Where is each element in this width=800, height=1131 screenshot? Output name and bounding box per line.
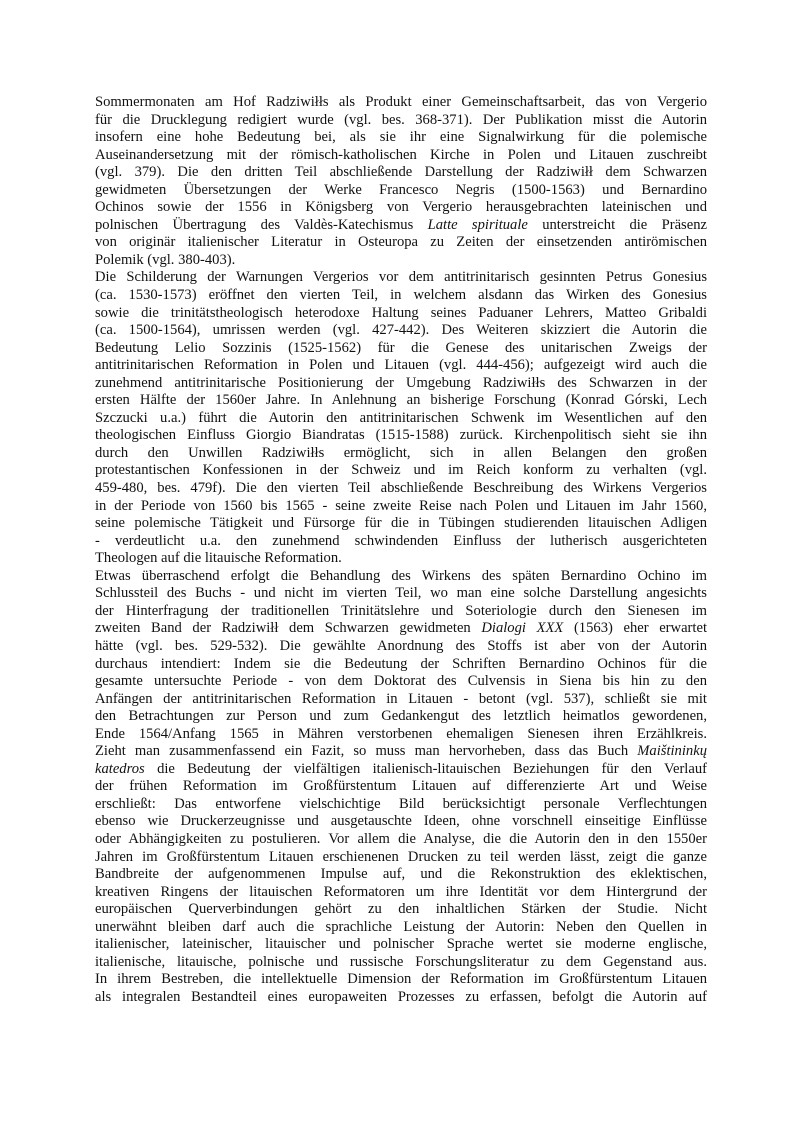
text-line bbox=[95, 638, 707, 656]
text-segment: der frühen Reformation im Großfürstentum Litauen auf differenzierte Art und Weise bbox=[95, 778, 707, 795]
text-segment: hätte (vgl. bes. 529-532). Die gewählte Anordnung des Stoffs ist aber von der Autorin bbox=[95, 637, 707, 654]
text-segment: unerwähnt bleiben darf auch die sprachliche Leistung der Autorin: Neben den Quellen in bbox=[95, 918, 707, 935]
text-segment: sowie die trinitätstheologisch heterodoxe Haltung seines Paduaner Lehrers, Matteo Gribaldi bbox=[95, 304, 707, 321]
text-segment: als integralen Bestandteil eines europaweiten Prozesses zu erfassen, befolgt die Autorin auf bbox=[95, 988, 707, 1005]
text-line bbox=[95, 796, 707, 814]
text-segment: Schlussteil des Buchs - und nicht im vierten Teil, wo man eine solche Darstellung angesichts bbox=[95, 585, 707, 602]
text-segment: polnischen Übertragung des Valdès-Katechismus bbox=[95, 216, 428, 233]
italic-title: katedros bbox=[95, 760, 145, 777]
italic-title: Dialogi XXX bbox=[481, 620, 564, 637]
text-segment: insofern eine hohe Bedeutung bei, als sie ihr eine Signalwirkung für die polemische bbox=[95, 129, 707, 146]
text-line bbox=[95, 726, 707, 744]
text-line bbox=[95, 515, 707, 533]
text-segment: durchaus intendiert: Indem sie die Bedeutung der Schriften Bernardino Ochinos für die bbox=[95, 655, 707, 672]
text-segment: kreativen Ringens der litauischen Reformatoren um ihre Identität vor dem Hintergrund der bbox=[95, 883, 707, 900]
text-line bbox=[95, 936, 707, 954]
text-line bbox=[95, 445, 707, 463]
text-segment: zunehmend antitrinitarische Positionierung der Umgebung Radziwiłłs des Schwarzen in der bbox=[95, 374, 707, 391]
text-line bbox=[95, 831, 707, 849]
text-line bbox=[95, 269, 707, 287]
text-segment: italienische, litauische, polnische und russische Forschungsliteratur zu dem Gegenstand aus. bbox=[95, 953, 707, 970]
text-line bbox=[95, 691, 707, 709]
text-line bbox=[95, 743, 707, 761]
text-line bbox=[95, 656, 707, 674]
text-line bbox=[95, 147, 707, 165]
text-line bbox=[95, 708, 707, 726]
text-segment: (ca. 1530-1573) eröffnet den vierten Teil, in welchem alsdann das Wirken des Gonesius bbox=[95, 287, 707, 304]
document-body bbox=[95, 94, 707, 1006]
text-segment: zweiten Band der Radziwiłł dem Schwarzen gewidmeten bbox=[95, 620, 482, 637]
text-line bbox=[95, 392, 707, 410]
text-line bbox=[95, 550, 707, 568]
text-segment: Sommermonaten am Hof Radziwiłłs als Produkt einer Gemeinschaftsarbeit, das von Vergerio bbox=[95, 94, 707, 110]
text-segment: ebenso wie Druckerzeugnisse und ausgetauschte Ideen, ohne vorschnell einseitige Einflüsse bbox=[95, 813, 707, 830]
text-segment: für die Drucklegung redigiert wurde (vgl. bes. 368-371). Der Publikation misst die Autorin bbox=[95, 111, 707, 128]
text-segment: In ihrem Bestreben, die intellektuelle Dimension der Reformation im Großfürstentum Litauen bbox=[95, 971, 707, 988]
text-line bbox=[95, 322, 707, 340]
text-segment: Bedeutung Lelio Sozzinis (1525-1562) für die Genese des unitarischen Zweigs der bbox=[95, 339, 707, 356]
text-line bbox=[95, 234, 707, 252]
text-line bbox=[95, 603, 707, 621]
text-line bbox=[95, 129, 707, 147]
text-line bbox=[95, 94, 707, 112]
text-segment: Zieht man zusammenfassend ein Fazit, so muss man hervorheben, dass das Buch bbox=[95, 743, 638, 760]
italic-title: Maištininkų bbox=[637, 743, 707, 760]
text-segment: Polemik (vgl. 380-403). bbox=[95, 251, 236, 268]
text-line bbox=[95, 919, 707, 937]
text-line bbox=[95, 778, 707, 796]
text-line bbox=[95, 375, 707, 393]
text-line bbox=[95, 620, 707, 638]
text-line bbox=[95, 568, 707, 586]
text-segment: Anfängen der antitrinitarischen Reformation in Litauen - betont (vgl. 537), schließt sie mit bbox=[95, 690, 707, 707]
text-segment: Bandbreite der aufgenommenen Impulse auf, und die Rekonstruktion des eklektischen, bbox=[95, 866, 707, 883]
text-segment: durch den Unwillen Radziwiłłs ermöglicht, sich in allen Belangen den großen bbox=[95, 444, 707, 461]
text-segment: oder Abhängigkeiten zu postulieren. Vor allem die Analyse, die die Autorin den in den 1550er bbox=[95, 830, 707, 847]
text-line bbox=[95, 410, 707, 428]
text-segment: italienischer, lateinischer, litauischer und polnischer Sprache wertet sie moderne englische, bbox=[95, 936, 707, 953]
text-line bbox=[95, 813, 707, 831]
text-segment: Ochinos sowie der 1556 in Königsberg von Vergerio herausgebrachten lateinischen und bbox=[95, 199, 707, 216]
text-line bbox=[95, 182, 707, 200]
text-segment: (vgl. 379). Die den dritten Teil abschließende Darstellung der Radziwiłł dem Schwarzen bbox=[95, 164, 707, 181]
text-segment: Etwas überraschend erfolgt die Behandlung des Wirkens des späten Bernardino Ochino im bbox=[95, 567, 707, 584]
text-line bbox=[95, 884, 707, 902]
text-segment: europäischen Querverbindungen gehört zu den inhaltlichen Stärken der Studie. Nicht bbox=[95, 901, 707, 918]
text-segment: seine polemische Tätigkeit und Fürsorge für die in Tübingen studierenden litauischen Adligen bbox=[95, 515, 707, 532]
text-segment: Theologen auf die litauische Reformation. bbox=[95, 550, 342, 567]
text-line bbox=[95, 164, 707, 182]
text-line bbox=[95, 480, 707, 498]
text-segment: ersten Hälfte der 1560er Jahre. In Anlehnung an bisherige Forschung (Konrad Górski, Lech bbox=[95, 392, 707, 409]
text-segment: gesamte untersuchte Periode - von dem Doktorat des Culvensis in Siena bis hin zu den bbox=[95, 673, 707, 690]
text-line bbox=[95, 761, 707, 779]
text-line bbox=[95, 901, 707, 919]
text-segment: protestantischen Konfessionen in der Schweiz und im Reich konform zu verhalten (vgl. bbox=[95, 462, 707, 479]
text-segment: unterstreicht die Präsenz bbox=[527, 216, 707, 233]
italic-title: Latte spirituale bbox=[427, 216, 528, 233]
text-segment: Auseinandersetzung mit der römisch-katholischen Kirche in Polen und Litauen zuschreibt bbox=[95, 146, 707, 163]
text-segment: den Betrachtungen zur Person und zum Gedankengut des letztlich heimatlos gewordenen, bbox=[95, 708, 707, 725]
text-line bbox=[95, 287, 707, 305]
text-line bbox=[95, 340, 707, 358]
text-line bbox=[95, 849, 707, 867]
text-line bbox=[95, 954, 707, 972]
text-line bbox=[95, 427, 707, 445]
text-line bbox=[95, 989, 707, 1007]
text-line bbox=[95, 971, 707, 989]
text-segment: antitrinitarischen Reformation in Polen und Litauen (vgl. 444-456); aufgezeigt wird auch die bbox=[95, 357, 707, 374]
text-line bbox=[95, 585, 707, 603]
text-segment: - verdeutlicht u.a. den zunehmend schwindenden Einfluss der lutherisch ausgerichteten bbox=[95, 532, 707, 549]
text-segment: Szczucki u.a.) führt die Autorin den antitrinitarischen Schwenk im Wesentlichen auf den bbox=[95, 409, 707, 426]
text-line bbox=[95, 673, 707, 691]
text-segment: die Bedeutung der vielfältigen italienisch-litauischen Beziehungen für den Verlauf bbox=[144, 760, 707, 777]
text-segment: 459-480, bes. 479f). Die den vierten Teil abschließende Beschreibung des Wirkens Vergerios bbox=[95, 480, 707, 497]
text-segment: (ca. 1500-1564), umrissen werden (vgl. 427-442). Des Weiteren skizziert die Autorin die bbox=[95, 322, 707, 339]
text-line bbox=[95, 217, 707, 235]
text-segment: theologischen Einfluss Giorgio Biandratas (1515-1588) zurück. Kirchenpolitisch sieht sie ihn bbox=[95, 427, 707, 444]
text-segment: der Hinterfragung der traditionellen Trinitätslehre und Soteriologie durch den Sienesen im bbox=[95, 602, 707, 619]
text-line bbox=[95, 357, 707, 375]
text-line bbox=[95, 199, 707, 217]
text-line bbox=[95, 462, 707, 480]
text-line bbox=[95, 252, 707, 270]
text-segment: Jahren im Großfürstentum Litauen erschienenen Drucken zu teil werden lässt, zeigt die ganze bbox=[95, 848, 707, 865]
text-segment: (1563) eher erwartet bbox=[563, 620, 707, 637]
text-segment: erschließt: Das entworfene vielschichtige Bild berücksichtigt personale Verflechtungen bbox=[95, 795, 707, 812]
text-line bbox=[95, 112, 707, 130]
text-line bbox=[95, 305, 707, 323]
text-segment: Die Schilderung der Warnungen Vergerios vor dem antitrinitarisch gesinnten Petrus Gonesius bbox=[95, 269, 707, 286]
text-segment: in der Periode von 1560 bis 1565 - seine zweite Reise nach Polen und Litauen im Jahr 1560, bbox=[95, 497, 707, 514]
text-segment: von originär italienischer Literatur in Osteuropa zu Zeiten der einsetzenden antirömischen bbox=[95, 234, 707, 251]
text-line bbox=[95, 533, 707, 551]
text-segment: Ende 1564/Anfang 1565 in Mähren verstorbenen ehemaligen Sienesen ihren Erzählkreis. bbox=[95, 725, 707, 742]
text-line bbox=[95, 866, 707, 884]
text-line bbox=[95, 498, 707, 516]
text-segment: gewidmeten Übersetzungen der Werke Francesco Negris (1500-1563) und Bernardino bbox=[95, 181, 707, 198]
